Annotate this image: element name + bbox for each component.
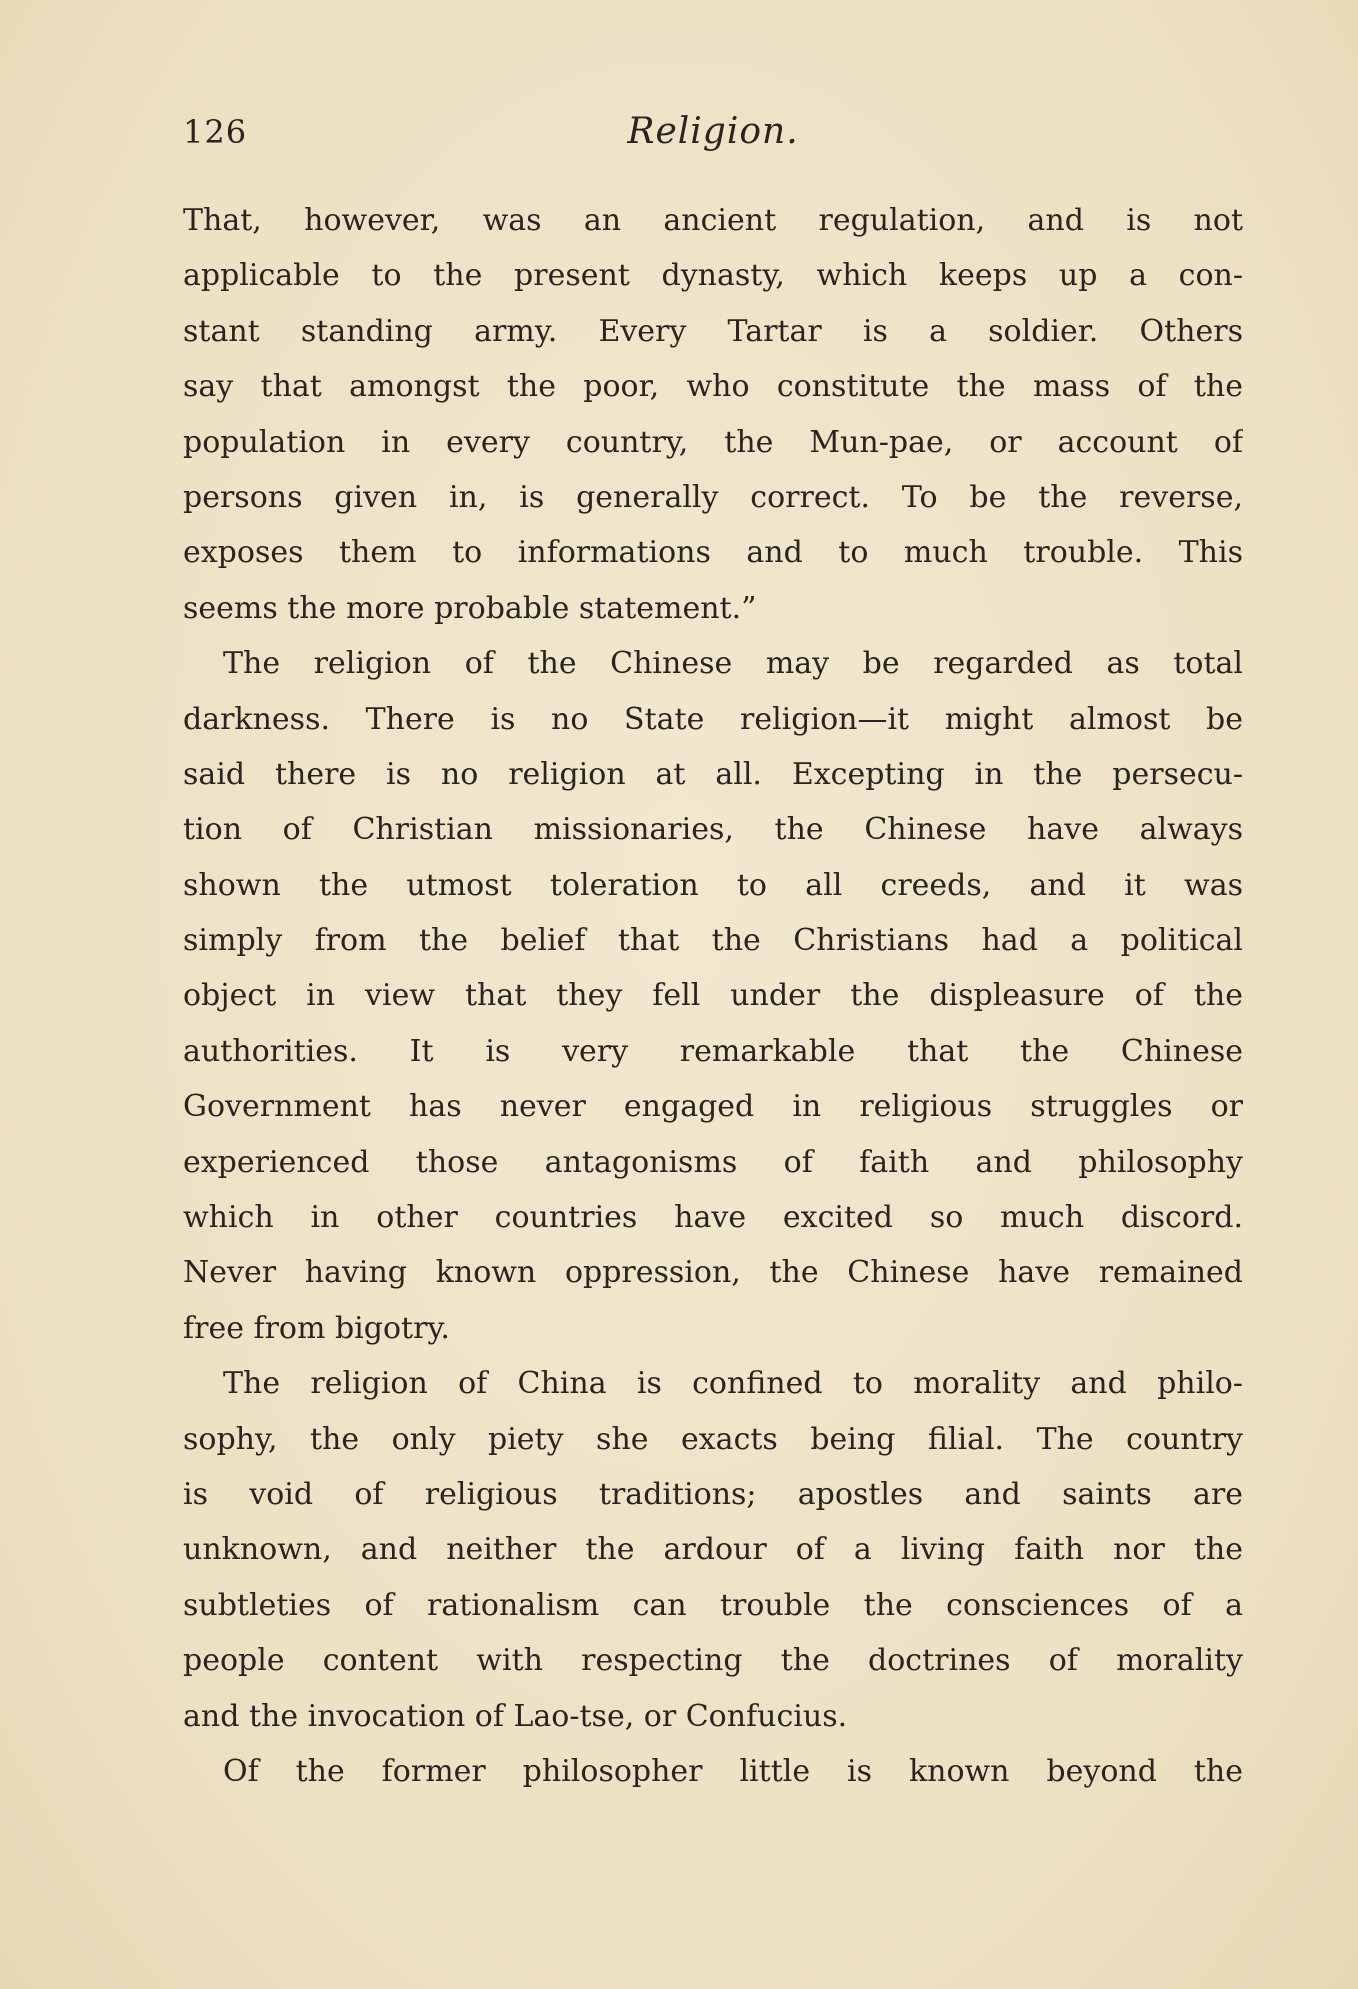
running-head: Religion. (627, 111, 799, 152)
text-line: which in other countries have excited so much discord. (183, 1200, 1243, 1236)
text-line: shown the utmost toleration to all creeds, and it was (183, 867, 1243, 903)
body-text (183, 193, 1243, 1799)
text-line: That, however, was an ancient regulation, and is not (183, 203, 1243, 238)
text-line: tion of Christian missionaries, the Chinese have always (183, 812, 1243, 848)
text-line: darkness. There is no State religion—it might almost be (183, 701, 1243, 737)
text-line: and the invocation of Lao-tse, or Confucius. (183, 1698, 848, 1734)
text-line: free from bigotry. (183, 1310, 450, 1346)
text-line: population in every country, the Mun-pae, or account of (183, 424, 1243, 460)
text-line: exposes them to informations and to much trouble. This (183, 535, 1243, 571)
page-number: 126 (183, 113, 248, 151)
text-line: sophy, the only piety she exacts being filial. The country (183, 1421, 1243, 1457)
text-line: subtleties of rationalism can trouble the consciences of a (183, 1587, 1243, 1623)
text-line: stant standing army. Every Tartar is a soldier. Others (183, 313, 1243, 349)
text-line: object in view that they fell under the displeasure of the (183, 978, 1243, 1014)
text-line: said there is no religion at all. Excepting in the persecu- (183, 756, 1243, 792)
text-line: say that amongst the poor, who constitute the mass of the (183, 369, 1243, 405)
text-line: simply from the belief that the Christians had a political (183, 923, 1243, 959)
text-line: unknown, and neither the ardour of a living faith nor the (183, 1532, 1243, 1568)
text-line: experienced those antagonisms of faith and philosophy (183, 1144, 1243, 1180)
text-line: authorities. It is very remarkable that the Chinese (183, 1033, 1243, 1069)
text-line: persons given in, is generally correct. To be the reverse, (183, 479, 1243, 515)
paragraph-first-line: The religion of China is confined to morality and philo- (223, 1366, 1243, 1402)
text-line: people content with respecting the doctrines of morality (183, 1643, 1243, 1679)
text-line: Never having known oppression, the Chinese have remained (183, 1255, 1243, 1291)
text-line: seems the more probable statement.” (183, 590, 757, 626)
paragraph-first-line: The religion of the Chinese may be regarded as total (223, 646, 1243, 682)
text-line: applicable to the present dynasty, which keeps up a con- (183, 258, 1243, 294)
text-line: Government has never engaged in religious struggles or (183, 1089, 1243, 1125)
text-line: is void of religious traditions; apostles and saints are (183, 1476, 1243, 1512)
paragraph-first-line: Of the former philosopher little is known beyond the (223, 1753, 1243, 1789)
page-header (183, 112, 1243, 172)
